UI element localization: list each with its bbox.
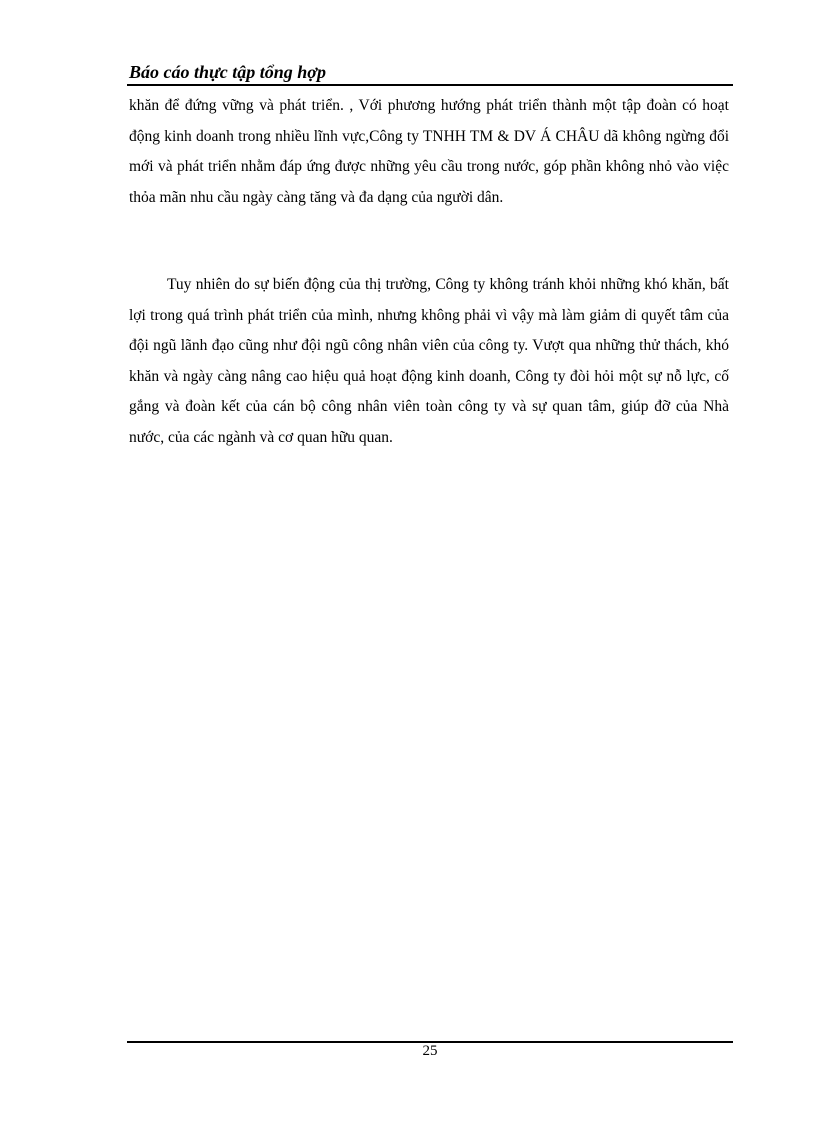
header-divider (127, 84, 733, 86)
paragraph-2: Tuy nhiên do sự biến động của thị trường, Công ty không tránh khỏi những khó khăn, bất lợi trong quá trình phát triển của mình, nhưng không phải vì vậy mà làm giảm di quyết tâm của đội ngũ lãnh đạo cũng như đội ngũ công nhân viên của công ty. Vượt qua những thử thách, khó khăn và ngày càng nâng cao hiệu quả hoạt động kinh doanh, Công ty đòi hỏi một sự nỗ lực, cố gắng và đoàn kết của cán bộ công nhân viên toàn công ty và sự quan tâm, giúp đỡ của Nhà nước, của các ngành và cơ quan hữu quan. (129, 276, 729, 446)
paragraph-1: khăn để đứng vững và phát triển. , Với phương hướng phát triển thành một tập đoàn có hoạt động kinh doanh trong nhiều lĩnh vực,Công ty TNHH TM & DV Á CHÂU dã không ngừng đổi mới và phát triển nhằm đáp ứng được những yêu cầu trong nước, góp phần không nhỏ vào việc thỏa mãn nhu cầu ngày càng tăng và đa dạng của người dân. (129, 97, 729, 206)
page-number: 25 (422, 1043, 438, 1059)
header-title: Báo cáo thực tập tổng hợp (129, 62, 326, 82)
